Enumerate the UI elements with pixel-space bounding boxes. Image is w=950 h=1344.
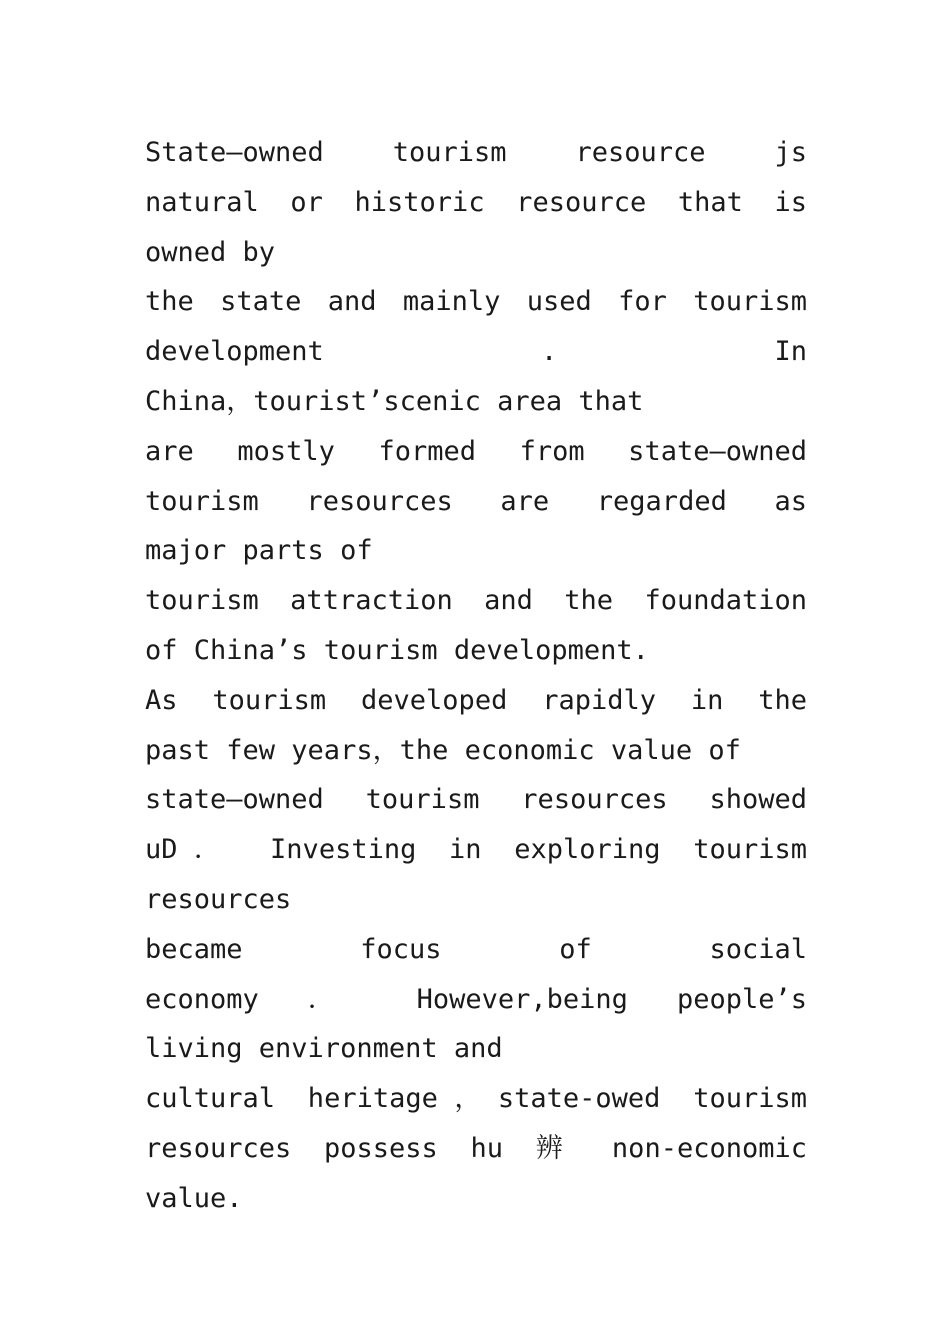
body-text	[145, 128, 807, 1224]
text-line: natural or historic resource that is	[145, 186, 807, 218]
text-line: owned by	[145, 236, 276, 268]
text-line: resources possess hu 辨 non-economic	[145, 1132, 807, 1164]
text-line: major parts of	[145, 535, 373, 567]
text-line: State—owned tourism resource js	[145, 137, 807, 168]
text-line: state—owned tourism resources showed	[145, 784, 807, 816]
text-line: As tourism developed rapidly in the	[145, 684, 807, 716]
text-line: tourism resources are regarded as	[145, 485, 807, 517]
text-line: China，tourist’scenic area that	[145, 385, 644, 417]
text-line: of China’s tourism development.	[145, 634, 649, 666]
text-line: past few years，the economic value of	[145, 734, 741, 766]
text-line: resources	[145, 883, 292, 915]
text-line: became focus of social	[145, 933, 807, 965]
text-line: economy ． However,being people’s	[145, 983, 807, 1015]
text-line: are mostly formed from state—owned	[145, 435, 807, 467]
text-line: the state and mainly used for tourism	[145, 286, 807, 318]
text-line: cultural heritage，state-owed tourism	[145, 1083, 807, 1115]
text-line: development . In	[145, 336, 807, 368]
text-line: value.	[145, 1182, 243, 1214]
text-line: uD． Investing in exploring tourism	[145, 834, 807, 866]
text-line: tourism attraction and the foundation	[145, 585, 807, 617]
text-line: living environment and	[145, 1033, 503, 1065]
